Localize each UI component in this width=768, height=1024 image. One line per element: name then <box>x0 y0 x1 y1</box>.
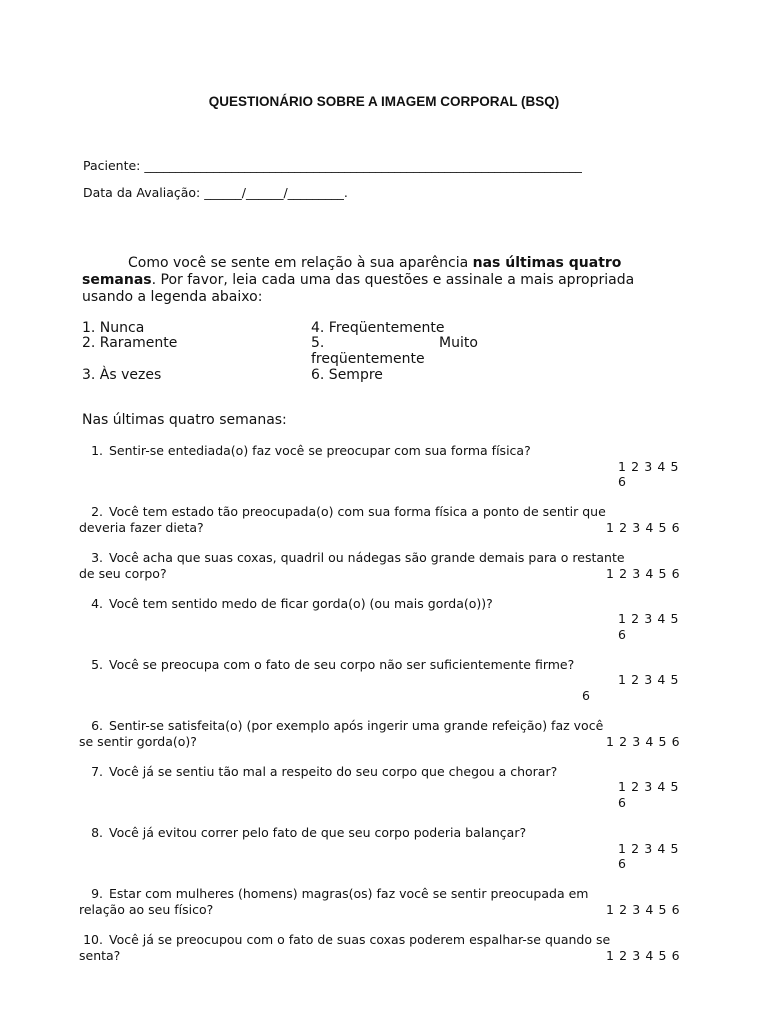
legend-item-1: 1. Nunca <box>82 320 145 336</box>
question-text: Você tem sentido medo de ficar gorda(o) (ou mais gorda(o))? <box>108 596 493 611</box>
question-number: 3. <box>91 550 103 565</box>
intro-paragraph <box>82 255 662 306</box>
legend-item-5-word: Muito <box>439 335 478 351</box>
question-number: 5. <box>91 657 103 672</box>
question-text-continued: de seu corpo? <box>79 566 167 581</box>
intro-emphasis: nas últimas quatro <box>472 255 622 271</box>
answer-scale-1-option-6[interactable]: 6 <box>618 474 627 489</box>
question-number: 10. <box>83 932 103 947</box>
question-6 <box>79 718 603 750</box>
question-3 <box>79 550 625 582</box>
question-1 <box>79 443 531 459</box>
question-text: Você se preocupa com o fato de seu corpo não ser suficientemente firme? <box>108 657 575 672</box>
evaluation-date-field[interactable]: Data da Avaliação: ______/______/_________. <box>83 185 348 200</box>
document-title: QUESTIONÁRIO SOBRE A IMAGEM CORPORAL (BSQ) <box>208 94 560 109</box>
answer-scale-4-option-6[interactable]: 6 <box>618 627 627 642</box>
intro-emphasis-2: semanas <box>82 272 152 288</box>
question-number: 2. <box>91 504 103 519</box>
answer-scale-7[interactable]: 1 2 3 4 5 <box>618 779 680 794</box>
answer-scale-5-option-6[interactable]: 6 <box>582 688 591 703</box>
question-text: Você já evitou correr pelo fato de que seu corpo poderia balançar? <box>108 825 527 840</box>
question-number: 9. <box>91 886 103 901</box>
question-text: Estar com mulheres (homens) magras(os) faz você se sentir preocupada em <box>108 886 589 901</box>
intro-text-2: . Por favor, leia cada uma das questões e assinale a mais apropriada <box>151 272 635 288</box>
question-number: 1. <box>91 443 103 458</box>
question-text-continued: se sentir gorda(o)? <box>79 734 197 749</box>
question-text: Sentir-se entediada(o) faz você se preocupar com sua forma física? <box>108 443 531 458</box>
question-text: Você já se preocupou com o fato de suas coxas poderem espalhar-se quando se <box>108 932 611 947</box>
question-text: Você já se sentiu tão mal a respeito do seu corpo que chegou a chorar? <box>108 764 558 779</box>
legend-item-5-number: 5. <box>311 335 325 351</box>
question-5 <box>79 657 574 673</box>
question-9 <box>79 886 588 918</box>
question-7 <box>79 764 557 780</box>
question-text-continued: deveria fazer dieta? <box>79 520 204 535</box>
question-4 <box>79 596 493 612</box>
legend-item-3: 3. Às vezes <box>82 367 162 383</box>
question-text: Você acha que suas coxas, quadril ou nádegas são grande demais para o restante <box>108 550 625 565</box>
answer-scale-2[interactable]: 1 2 3 4 5 6 <box>606 520 681 535</box>
legend-item-6: 6. Sempre <box>311 367 383 383</box>
question-number: 7. <box>91 764 103 779</box>
answer-scale-5[interactable]: 1 2 3 4 5 <box>618 672 680 687</box>
question-text-continued: senta? <box>79 948 121 963</box>
question-2 <box>79 504 606 536</box>
patient-field[interactable]: Paciente: ______________________________________________________________________ <box>83 158 582 173</box>
intro-text-3: usando a legenda abaixo: <box>82 289 263 305</box>
intro-text: Como você se sente em relação à sua aparência <box>128 255 473 271</box>
answer-scale-4[interactable]: 1 2 3 4 5 <box>618 611 680 626</box>
legend-item-4: 4. Freqüentemente <box>311 320 445 336</box>
answer-scale-1[interactable]: 1 2 3 4 5 <box>618 459 680 474</box>
answer-scale-6[interactable]: 1 2 3 4 5 6 <box>606 734 681 749</box>
answer-scale-8-option-6[interactable]: 6 <box>618 856 627 871</box>
legend-item-5-word-2: freqüentemente <box>311 351 425 367</box>
question-text: Sentir-se satisfeita(o) (por exemplo após ingerir uma grande refeição) faz você <box>108 718 604 733</box>
answer-scale-3[interactable]: 1 2 3 4 5 6 <box>606 566 681 581</box>
answer-scale-9[interactable]: 1 2 3 4 5 6 <box>606 902 681 917</box>
question-8 <box>79 825 526 841</box>
question-number: 8. <box>91 825 103 840</box>
question-number: 4. <box>91 596 103 611</box>
answer-scale-7-option-6[interactable]: 6 <box>618 795 627 810</box>
answer-scale-8[interactable]: 1 2 3 4 5 <box>618 841 680 856</box>
question-10 <box>79 932 610 964</box>
question-text: Você tem estado tão preocupada(o) com sua forma física a ponto de sentir que <box>108 504 606 519</box>
legend-item-2: 2. Raramente <box>82 335 178 351</box>
question-number: 6. <box>91 718 103 733</box>
answer-scale-10[interactable]: 1 2 3 4 5 6 <box>606 948 681 963</box>
question-text-continued: relação ao seu físico? <box>79 902 214 917</box>
section-label: Nas últimas quatro semanas: <box>82 412 287 428</box>
